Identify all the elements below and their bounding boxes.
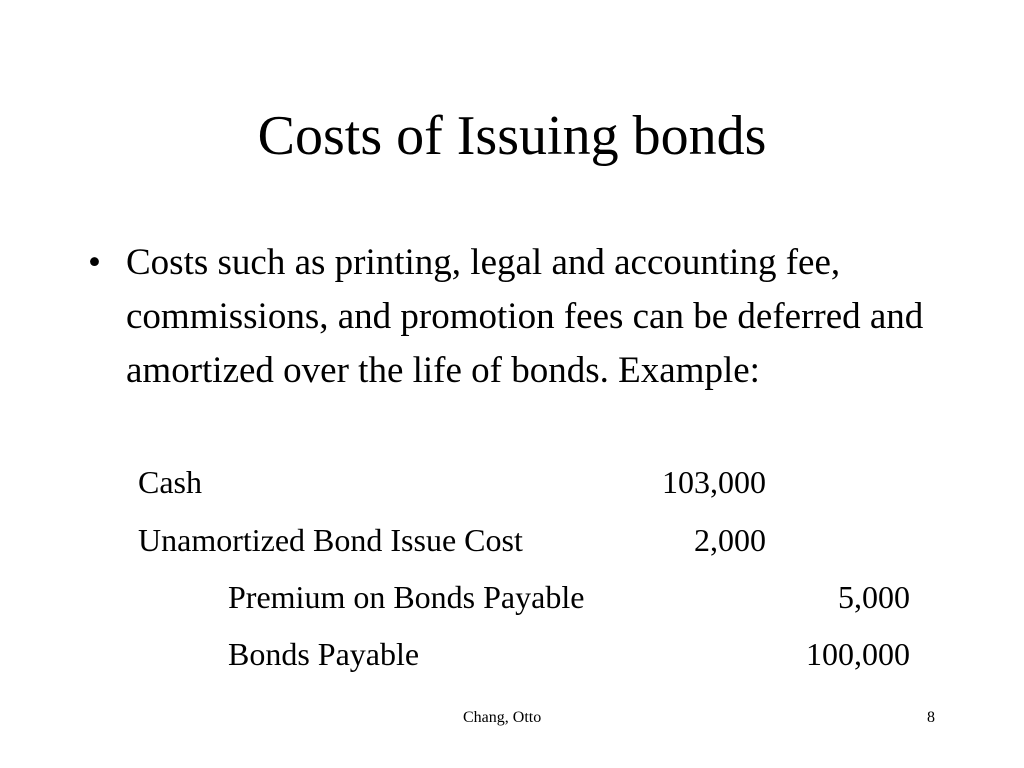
footer-author: Chang, Otto bbox=[463, 709, 542, 726]
bullet-symbol: • bbox=[88, 242, 101, 283]
credit-amount-bonds-payable: 100,000 bbox=[806, 636, 910, 672]
debit-amount-cash: 103,000 bbox=[662, 464, 766, 500]
debit-account-bond-issue-cost: Unamortized Bond Issue Cost bbox=[138, 522, 523, 558]
credit-account-premium: Premium on Bonds Payable bbox=[228, 579, 585, 615]
credit-amount-premium: 5,000 bbox=[838, 579, 910, 615]
footer-page-number: 8 bbox=[927, 709, 935, 726]
bullet-text: Costs such as printing, legal and accounting fee, commissions, and promotion fees can be deferred and amortized over the life of bonds. Example: bbox=[126, 242, 924, 391]
slide-title: Costs of Issuing bonds bbox=[257, 105, 767, 167]
credit-account-bonds-payable: Bonds Payable bbox=[228, 636, 420, 672]
debit-account-cash: Cash bbox=[138, 464, 202, 500]
debit-amount-bond-issue-cost: 2,000 bbox=[694, 522, 766, 558]
